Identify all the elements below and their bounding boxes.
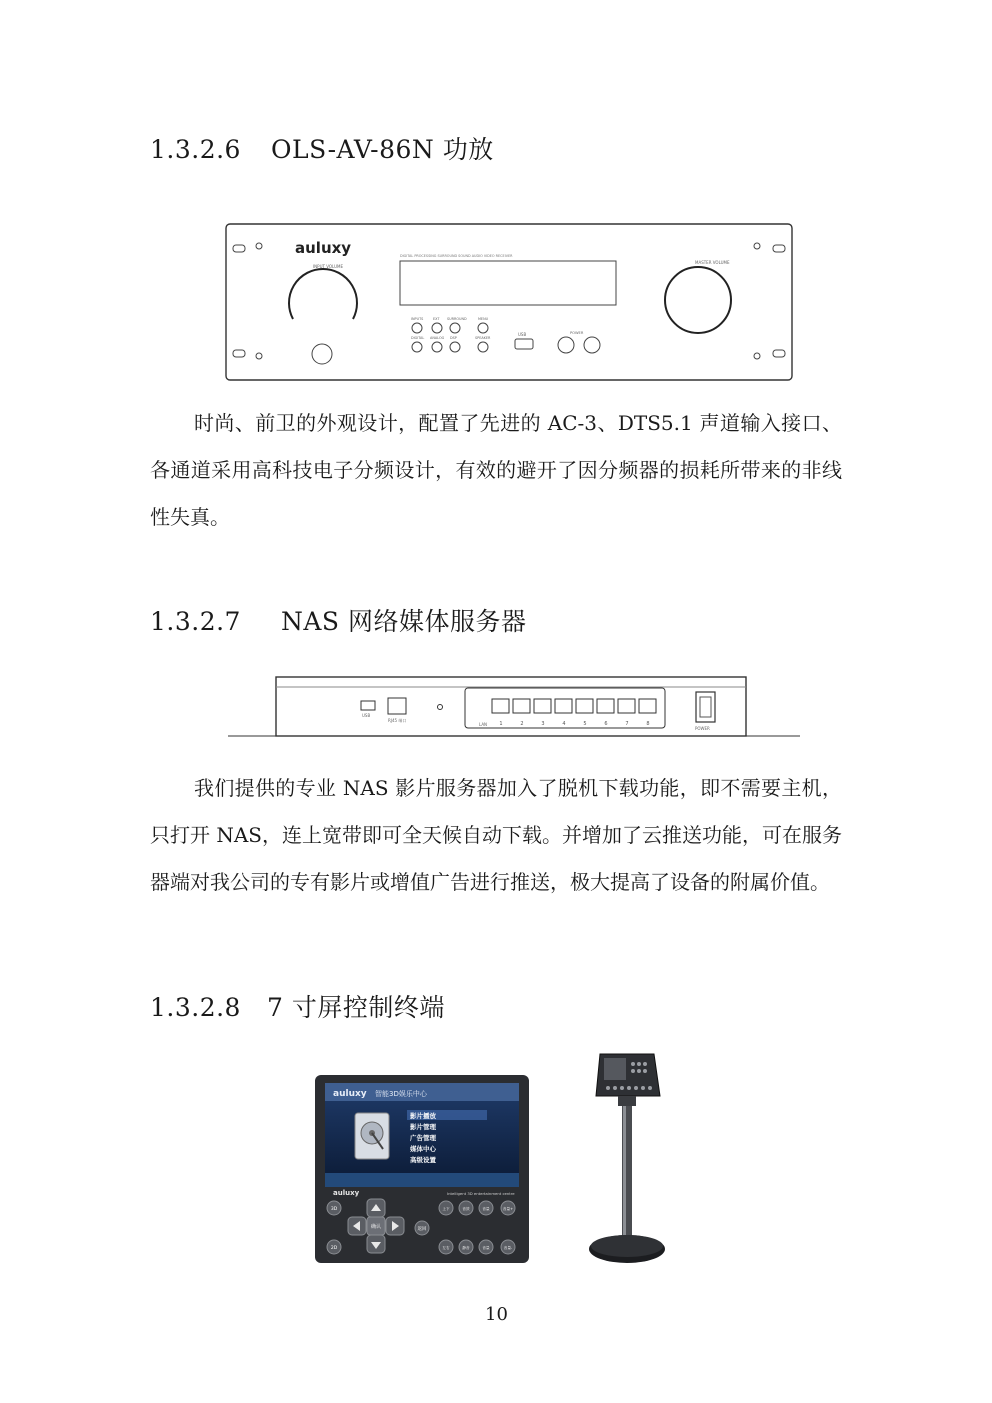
nas-lan-label: LAN <box>479 722 488 727</box>
btn-label: 音量 <box>482 1207 490 1211</box>
amp-brand-logo: auluxy <box>295 239 352 257</box>
btn-2d-label: 2D <box>330 1246 338 1251</box>
section-heading-amplifier <box>150 130 494 166</box>
screen-brand: auluxy <box>333 1089 367 1099</box>
nas-power-label: POWER <box>695 726 710 731</box>
port-number: 4 <box>562 721 566 727</box>
ok-button-label: 确认 <box>370 1224 382 1230</box>
btn-label-inputs: INPUTS <box>411 317 424 321</box>
section-number: 1.3.2.8 <box>150 993 241 1022</box>
amplifier-paragraph <box>150 400 842 541</box>
btn-label-digital: DIGITAL <box>411 336 425 340</box>
btn-label: 左右 <box>442 1246 450 1250</box>
btn-back-label: 返回 <box>417 1227 427 1232</box>
btn-label: 静音 <box>462 1246 470 1250</box>
page-number: 10 <box>485 1304 508 1325</box>
section-number: 1.3.2.6 <box>150 135 241 164</box>
port-number: 7 <box>625 721 629 727</box>
btn-label-ext: EXT <box>433 317 440 321</box>
panel-tagline: Intelligent 3D entertainment centre <box>447 1191 515 1196</box>
port-number: 3 <box>541 721 545 727</box>
btn-3d-label: 3D <box>330 1207 338 1212</box>
btn-label: 上下 <box>442 1207 450 1211</box>
btn-label: 音量+ <box>502 1207 514 1211</box>
menu-item-ads: 广告管理 <box>410 1134 436 1142</box>
nas-server-image <box>228 675 800 741</box>
menu-item-media: 媒体中心 <box>410 1145 436 1153</box>
port-number: 2 <box>520 721 524 727</box>
btn-label-speaker: SPEAKER <box>475 336 491 340</box>
panel-brand: auluxy <box>333 1189 360 1197</box>
nas-paragraph <box>150 765 842 906</box>
section-heading-nas <box>150 602 526 638</box>
btn-label-analog: ANALOG <box>430 336 445 340</box>
port-number: 5 <box>583 721 587 727</box>
btn-label: 音量- <box>503 1246 513 1250</box>
master-volume-label: MASTER VOLUME <box>695 260 730 265</box>
amplifier-image <box>225 223 793 381</box>
menu-item-settings: 高级设置 <box>410 1156 436 1164</box>
btn-label-dsp: DSP <box>450 336 457 340</box>
section-title: OLS-AV-86N 功放 <box>270 135 494 164</box>
btn-label: 音效 <box>462 1207 470 1211</box>
section-number: 1.3.2.7 <box>150 607 241 636</box>
section-title: NAS 网络媒体服务器 <box>280 607 527 636</box>
amp-tagline: DIGITAL PROCESSING SURROUND SOUND AUDIO VIDEO RECEIVER <box>400 254 513 258</box>
screen-title: 智能3D娱乐中心 <box>375 1090 427 1098</box>
section-title: 7 寸屏控制终端 <box>266 993 445 1022</box>
btn-label-surround: SURROUND <box>447 317 467 321</box>
menu-item-play: 影片播放 <box>410 1112 436 1120</box>
section-heading-terminal <box>150 988 445 1024</box>
port-number: 8 <box>646 721 650 727</box>
menu-item-manage: 影片管理 <box>410 1123 436 1131</box>
amplifier-description: 时尚、前卫的外观设计，配置了先进的 AC-3、DTS5.1 声道输入接口、各通道采用高科技电子分频设计，有效的避开了因分频器的损耗所带来的非线性失真。 <box>150 411 842 529</box>
control-terminal-image <box>315 1075 529 1263</box>
port-number: 1 <box>499 721 503 727</box>
btn-label-menu: MENU <box>478 317 489 321</box>
usb-label: USB <box>518 332 527 337</box>
nas-description: 我们提供的专业 NAS 影片服务器加入了脱机下载功能，即不需要主机，只打开 NAS，连上宽带即可全天候自动下载。并增加了云推送功能，可在服务器端对我公司的专有影片或增值广告进行推送，极大提高了设备的附属价值。 <box>150 776 843 894</box>
amp-power-label: POWER <box>570 331 584 335</box>
port-number: 6 <box>604 721 608 727</box>
terminal-stand-image <box>588 1050 668 1266</box>
nas-rj45-label: RJ45 端口 <box>388 718 407 723</box>
input-volume-label: INPUT VOLUME <box>313 264 343 269</box>
btn-label: 音量 <box>482 1246 490 1250</box>
nas-usb-label: USB <box>362 713 371 718</box>
